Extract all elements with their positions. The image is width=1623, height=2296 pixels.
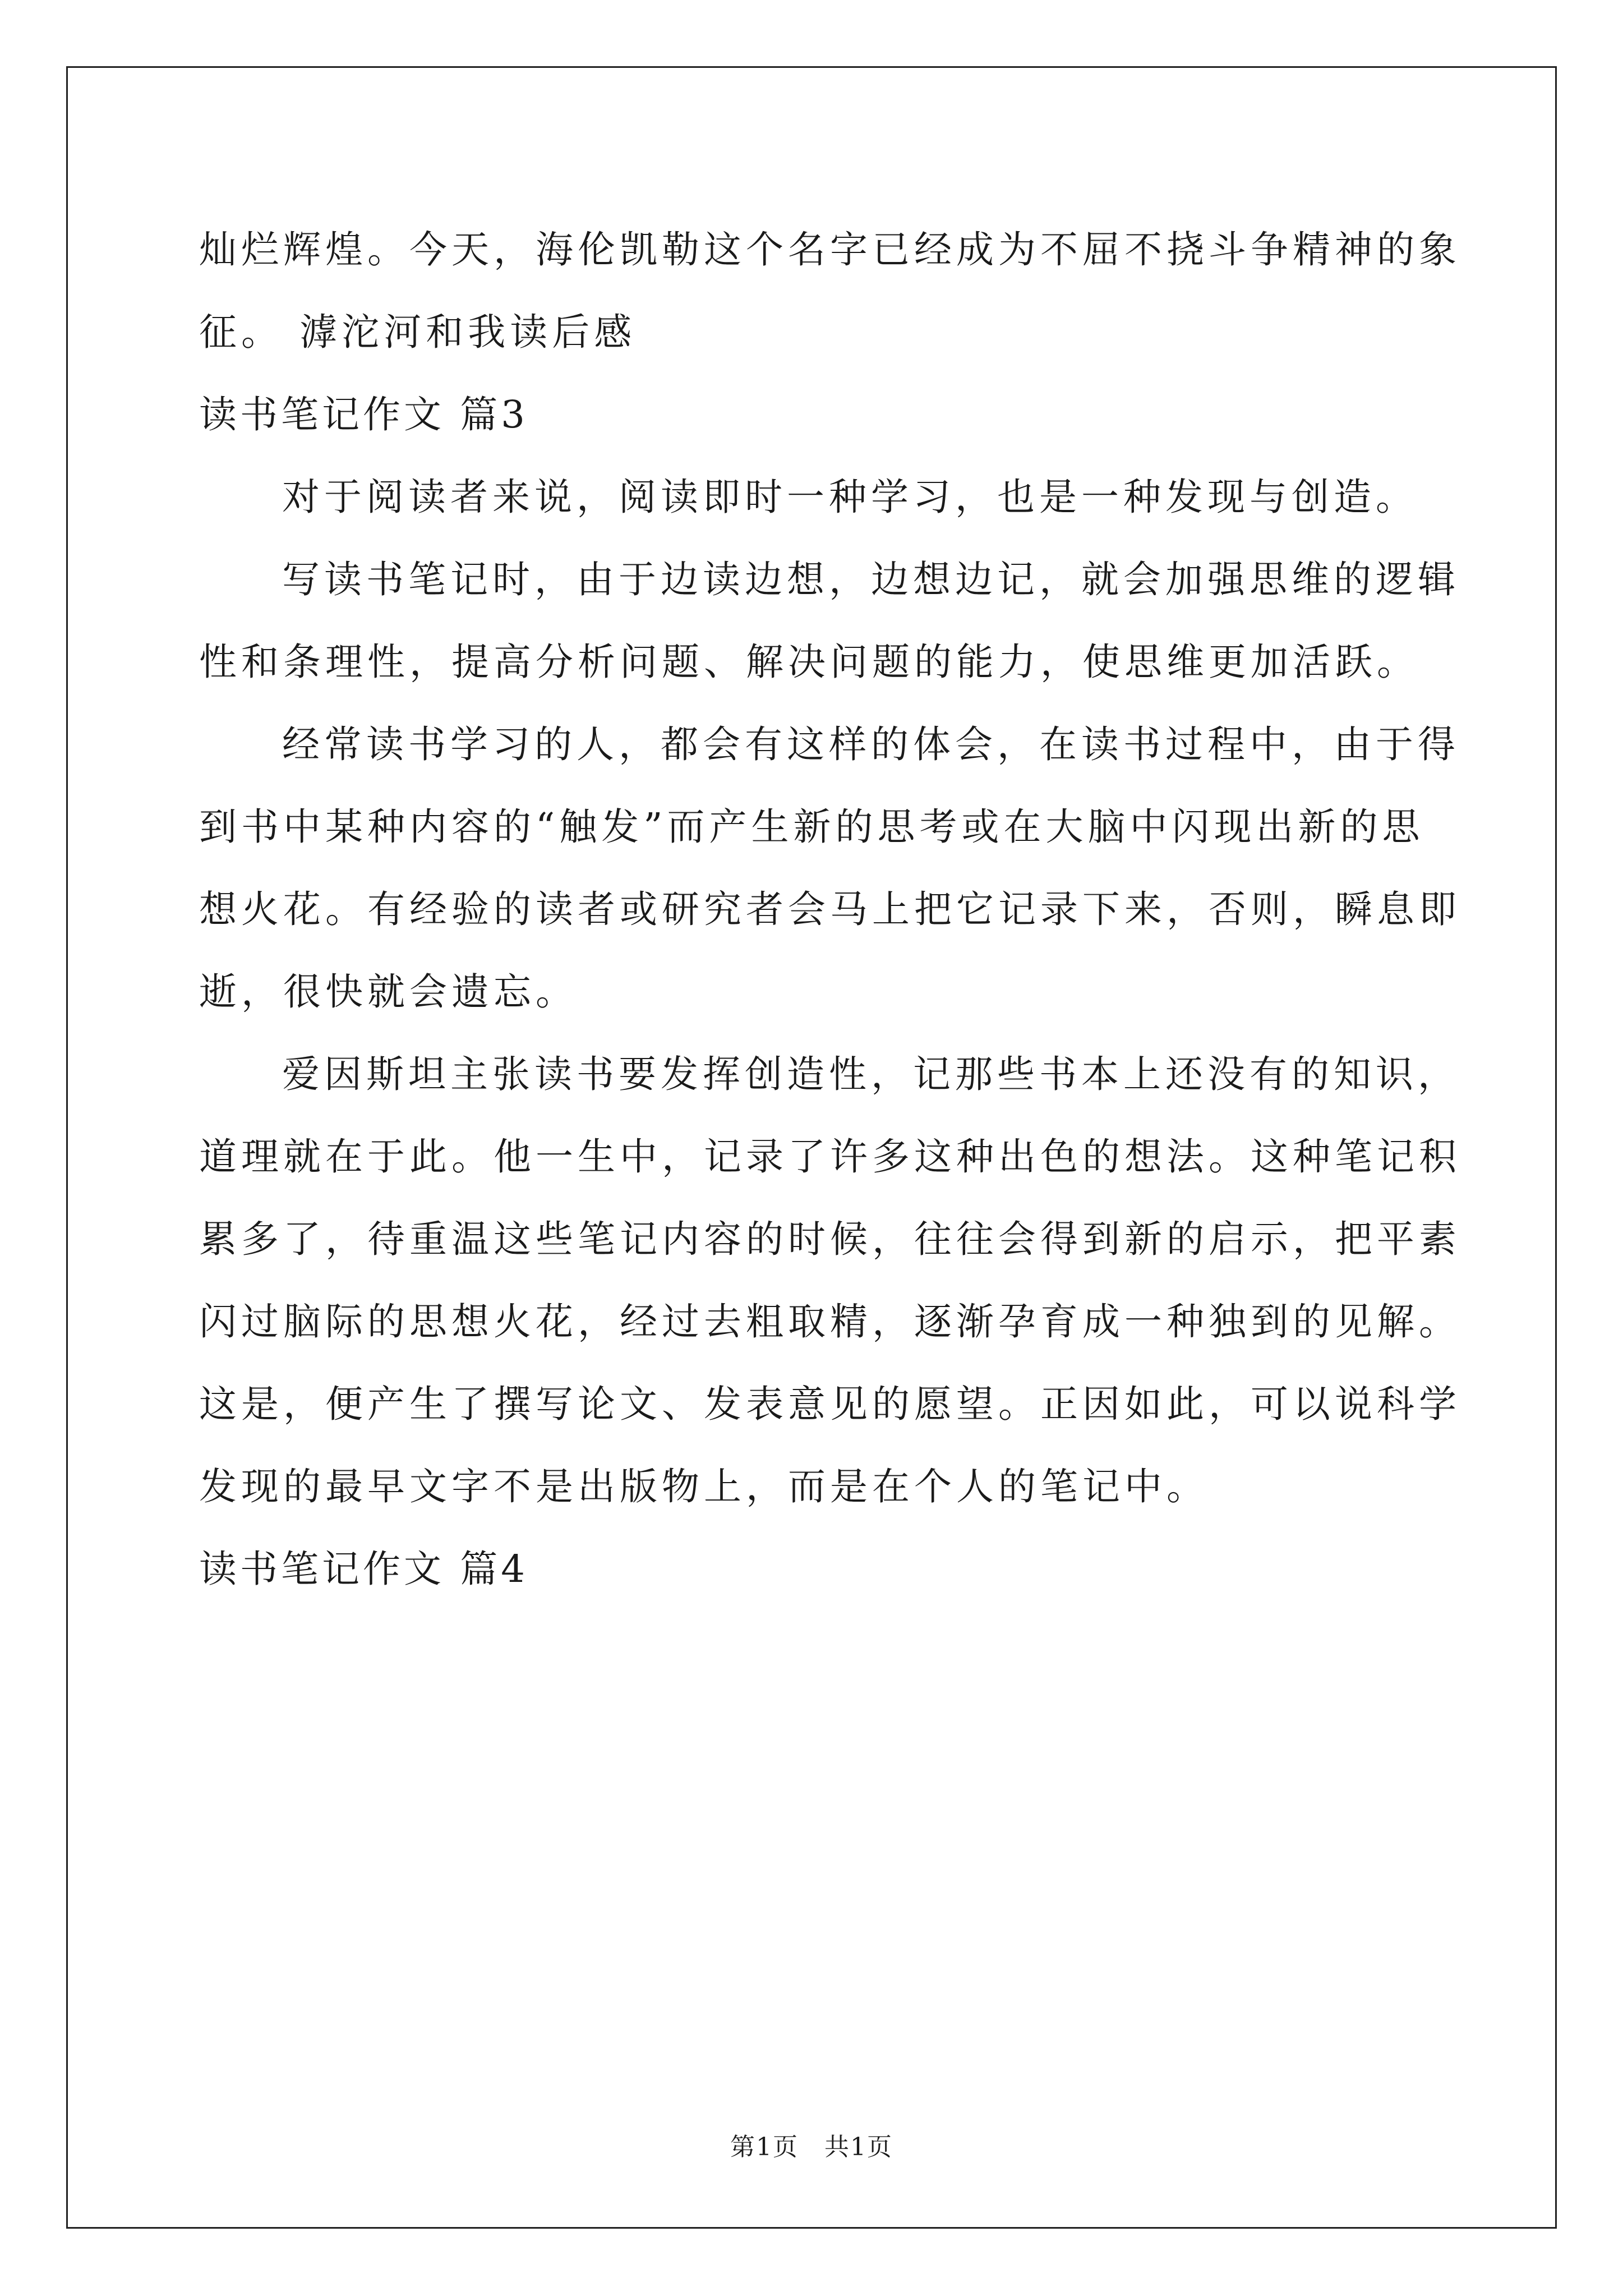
text-line: 闪过脑际的思想火花，经过去粗取精，逐渐孕育成一种独到的见解。 (199, 1300, 1461, 1343)
page-footer (0, 2131, 1623, 2164)
text-line: 灿烂辉煌。今天，海伦凯勒这个名字已经成为不屈不挠斗争精神的象 (199, 228, 1461, 272)
page-total: 共1页 (824, 2133, 893, 2161)
text-line: 这是，便产生了撰写论文、发表意见的愿望。正因如此，可以说科学 (199, 1382, 1461, 1426)
paragraph-first-line: 对于阅读者来说，阅读即时一种学习，也是一种发现与创造。 (282, 475, 1418, 519)
paragraph-first-line: 爱因斯坦主张读书要发挥创造性，记那些书本上还没有的知识， (282, 1052, 1460, 1096)
paragraph-first-line: 经常读书学习的人，都会有这样的体会，在读书过程中，由于得 (282, 723, 1460, 766)
text-line: 到书中某种内容的“触发”而产生新的思考或在大脑中闪现出新的思 (199, 805, 1424, 849)
page-number: 第1页 (730, 2133, 799, 2161)
document-body (199, 209, 1461, 1611)
text-line: 逝，很快就会遗忘。 (199, 970, 578, 1014)
text-line: 想火花。有经验的读者或研究者会马上把它记录下来，否则，瞬息即 (199, 887, 1461, 931)
text-line: 道理就在于此。他一生中，记录了许多这种出色的想法。这种笔记积 (199, 1135, 1461, 1179)
text-line: 累多了，待重温这些笔记内容的时候，往往会得到新的启示，把平素 (199, 1217, 1461, 1261)
text-line: 征。 滹沱河和我读后感 (199, 310, 637, 354)
paragraph-first-line: 写读书笔记时，由于边读边想，边想边记，就会加强思维的逻辑 (282, 558, 1460, 601)
text-line: 性和条理性，提高分析问题、解决问题的能力，使思维更加活跃。 (199, 640, 1419, 684)
text-line: 发现的最早文字不是出版物上，而是在个人的笔记中。 (199, 1465, 1209, 1508)
section-heading: 读书笔记作文 篇3 (199, 393, 528, 436)
section-heading: 读书笔记作文 篇4 (199, 1547, 528, 1591)
